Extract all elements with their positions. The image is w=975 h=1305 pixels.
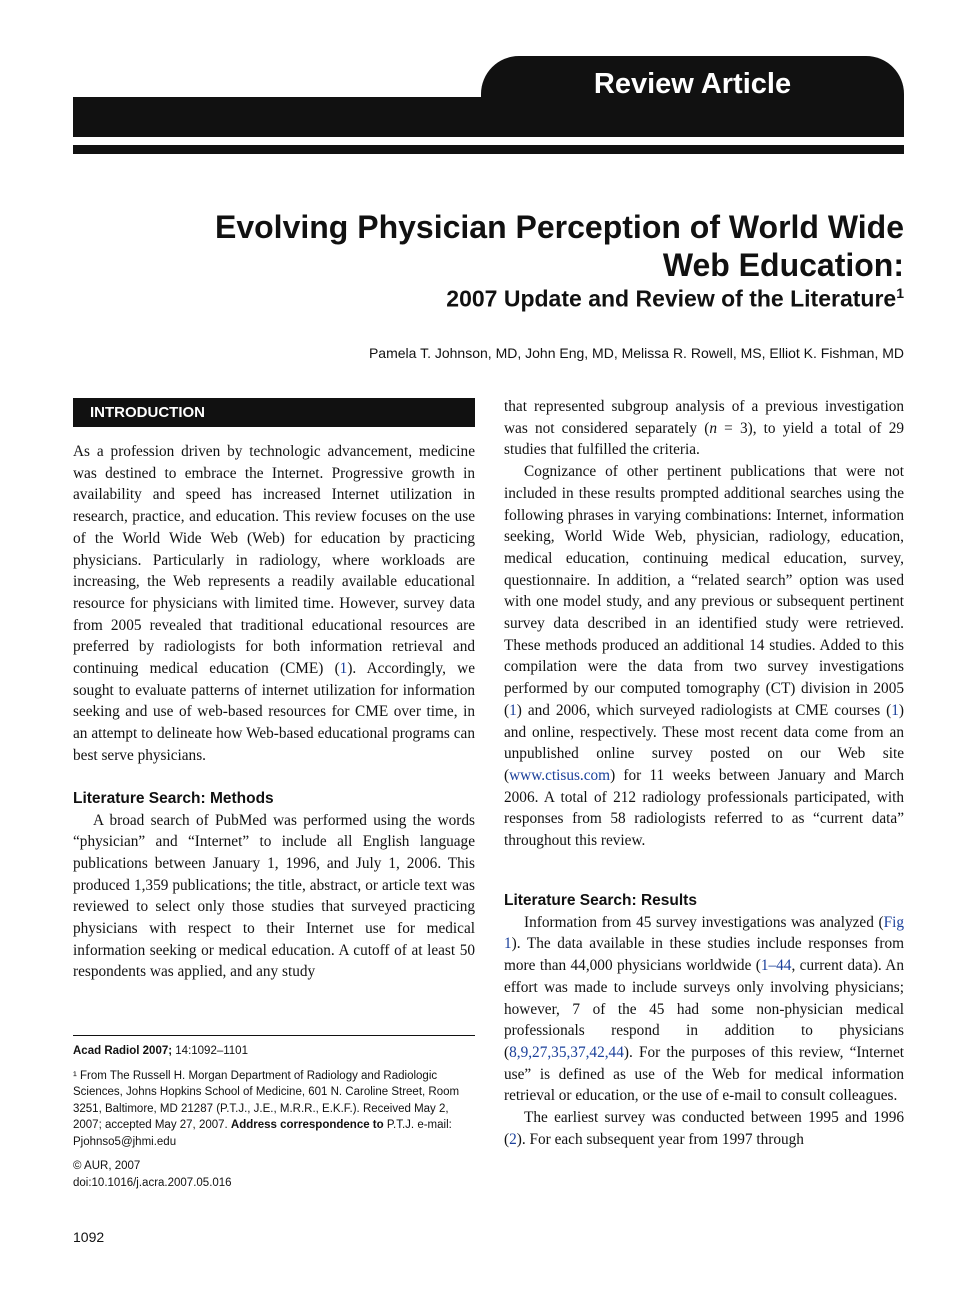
header-bar	[73, 97, 904, 137]
citation-link[interactable]: 1	[339, 660, 348, 678]
text-run: ) and 2006, which surveyed radiologists at CME courses (	[516, 701, 892, 719]
figure-link[interactable]: Fig 1	[504, 913, 904, 953]
methods-paragraph-continued	[504, 396, 904, 461]
page-number: 1092	[73, 1229, 105, 1245]
author-list: Pamela T. Johnson, MD, John Eng, MD, Melissa R. Rowell, MS, Elliot K. Fishman, MD	[368, 345, 904, 361]
methods-paragraph: A broad search of PubMed was performed using the words “physician” and “Internet” to include all English language publications between January 1, 1996, and July 1, 2006. This produced 1,359 publications; the title, abstract, or article text was reviewed to select only those studies that surveyed practicing physicians with respect to their Internet use for medical information seeking or medical education. A cutoff of at least 50 respondents was applied, and any study	[73, 811, 475, 981]
citation-link[interactable]: 1	[509, 701, 517, 719]
website-link[interactable]: www.ctisus.com	[509, 766, 611, 784]
italic-variable: n	[709, 419, 717, 437]
methods-paragraph-2	[504, 461, 904, 852]
text-run: ). For the purposes of this review, “Internet use” is defined as use of the Web for medical information retrieval or education, or the use of e-mail to consult colleagues.	[504, 1043, 904, 1105]
citation-link[interactable]: 2	[509, 1130, 517, 1148]
header-rule	[73, 145, 904, 154]
volume-pages: 14:1092–1101	[172, 1045, 248, 1057]
subtitle-footnote-marker: 1	[896, 285, 904, 301]
text-run: ) and online, respectively. These most recent data come from an unpublished online survey posted on our Web site (	[504, 701, 904, 784]
copyright: © AUR, 2007	[73, 1160, 141, 1172]
title-line-2: Web Education:	[662, 247, 904, 283]
text-run: , current data). An effort was made to include surveys only involving physicians; however, 7 of the 45 had some non-physician medical professionals respond in addition to physicians (	[504, 957, 904, 1061]
subtitle-text: 2007 Update and Review of the Literature	[446, 285, 897, 312]
results-paragraph-2	[504, 1107, 904, 1150]
article-title	[144, 208, 904, 284]
citation-link[interactable]: 1	[891, 701, 899, 719]
doi: doi:10.1016/j.acra.2007.05.016	[73, 1176, 232, 1189]
section-label: Review Article	[593, 68, 792, 100]
correspondence-text: P.T.J. e-mail: Pjohnso5@jhmi.edu	[73, 1119, 452, 1148]
results-heading: Literature Search: Results	[504, 891, 697, 909]
text-run: As a profession driven by technologic advancement, medicine was destined to embrace the Internet. Progressive growth in availability and speed has increased Internet utilization in research, practice, and education. This review focuses on the use of the World Wide Web (Web) for education by practicing physicians. Particularly in radiology, where workloads are increasing, the Web represents a readily available educational resource for physicians with limited time. However, survey data from 2005 revealed that traditional educational resources are preferred by radiologists for both information retrieval and continuing medical education (CME) (	[73, 443, 475, 678]
text-run: ). For each subsequent year from 1997 through	[516, 1130, 804, 1148]
text-run: The earliest survey was conducted between 1995 and 1996 (	[504, 1109, 904, 1148]
affiliation-footnote	[73, 1068, 475, 1151]
text-run: Information from 45 survey investigations was analyzed (	[524, 913, 884, 931]
affiliation-text: ¹ From The Russell H. Morgan Department of Radiology and Radiologic Sciences, Johns Hopkins School of Medicine, 601 N. Caroline Street, Room 3251, Baltimore, MD 21287 (P.T.J., J.E., M.R.R., E.K.F.). Received May 2, 2007; accepted May 27, 2007.	[73, 1069, 460, 1131]
text-run: ). Accordingly, we sought to evaluate patterns of internet utilization for information seeking and use of web-based resources for CME over time, in an attempt to delineate how Web-based educational programs can best serve physicians.	[73, 660, 475, 764]
text-run: = 3), to yield a total of 29 studies that fulfilled the criteria.	[504, 419, 904, 459]
text-run: that represented subgroup analysis of a previous investigation was not considered separately (	[504, 398, 904, 437]
right-column	[504, 396, 904, 1151]
citation-link[interactable]: 1–44	[760, 957, 792, 975]
introduction-heading: INTRODUCTION	[73, 398, 475, 427]
text-run: ). The data available in these studies include responses from more than 44,000 physicians worldwide (	[504, 935, 904, 975]
text-run: Cognizance of other pertinent publications that were not included in these results prompted additional searches using the following phrases in varying combinations: Internet, information seeking, World Wide Web, physician, radiology, education, medical education, continuing medical education, survey, questionnaire. In addition, a “related search” option was used with one model study, and any previous or subsequent pertinent survey data described in an identified study were retrieved. These methods produced an additional 14 studies. Added to this compilation were the data from two survey investigations performed by our computed tomography (CT) division in 2005 (	[504, 463, 904, 719]
correspondence-label: Address correspondence to	[230, 1119, 384, 1131]
journal-name: Acad Radiol 2007;	[73, 1045, 173, 1057]
citation-link[interactable]: 8,9,27,35,37,42,44	[509, 1043, 624, 1061]
results-paragraph	[504, 912, 904, 1107]
journal-citation	[73, 1043, 475, 1060]
text-run: ) for 11 weeks between January and March 2006. A total of 212 radiology professionals participated, with responses from 58 radiologists referred to as “current data” throughout this review.	[504, 766, 904, 850]
introduction-paragraph	[73, 441, 475, 767]
footnotes	[73, 1043, 475, 1191]
article-subtitle	[446, 285, 904, 313]
title-line-1: Evolving Physician Perception of World Wide	[214, 209, 904, 245]
left-column	[73, 398, 475, 983]
methods-heading: Literature Search: Methods	[73, 789, 274, 807]
footnote-rule	[73, 1035, 475, 1036]
